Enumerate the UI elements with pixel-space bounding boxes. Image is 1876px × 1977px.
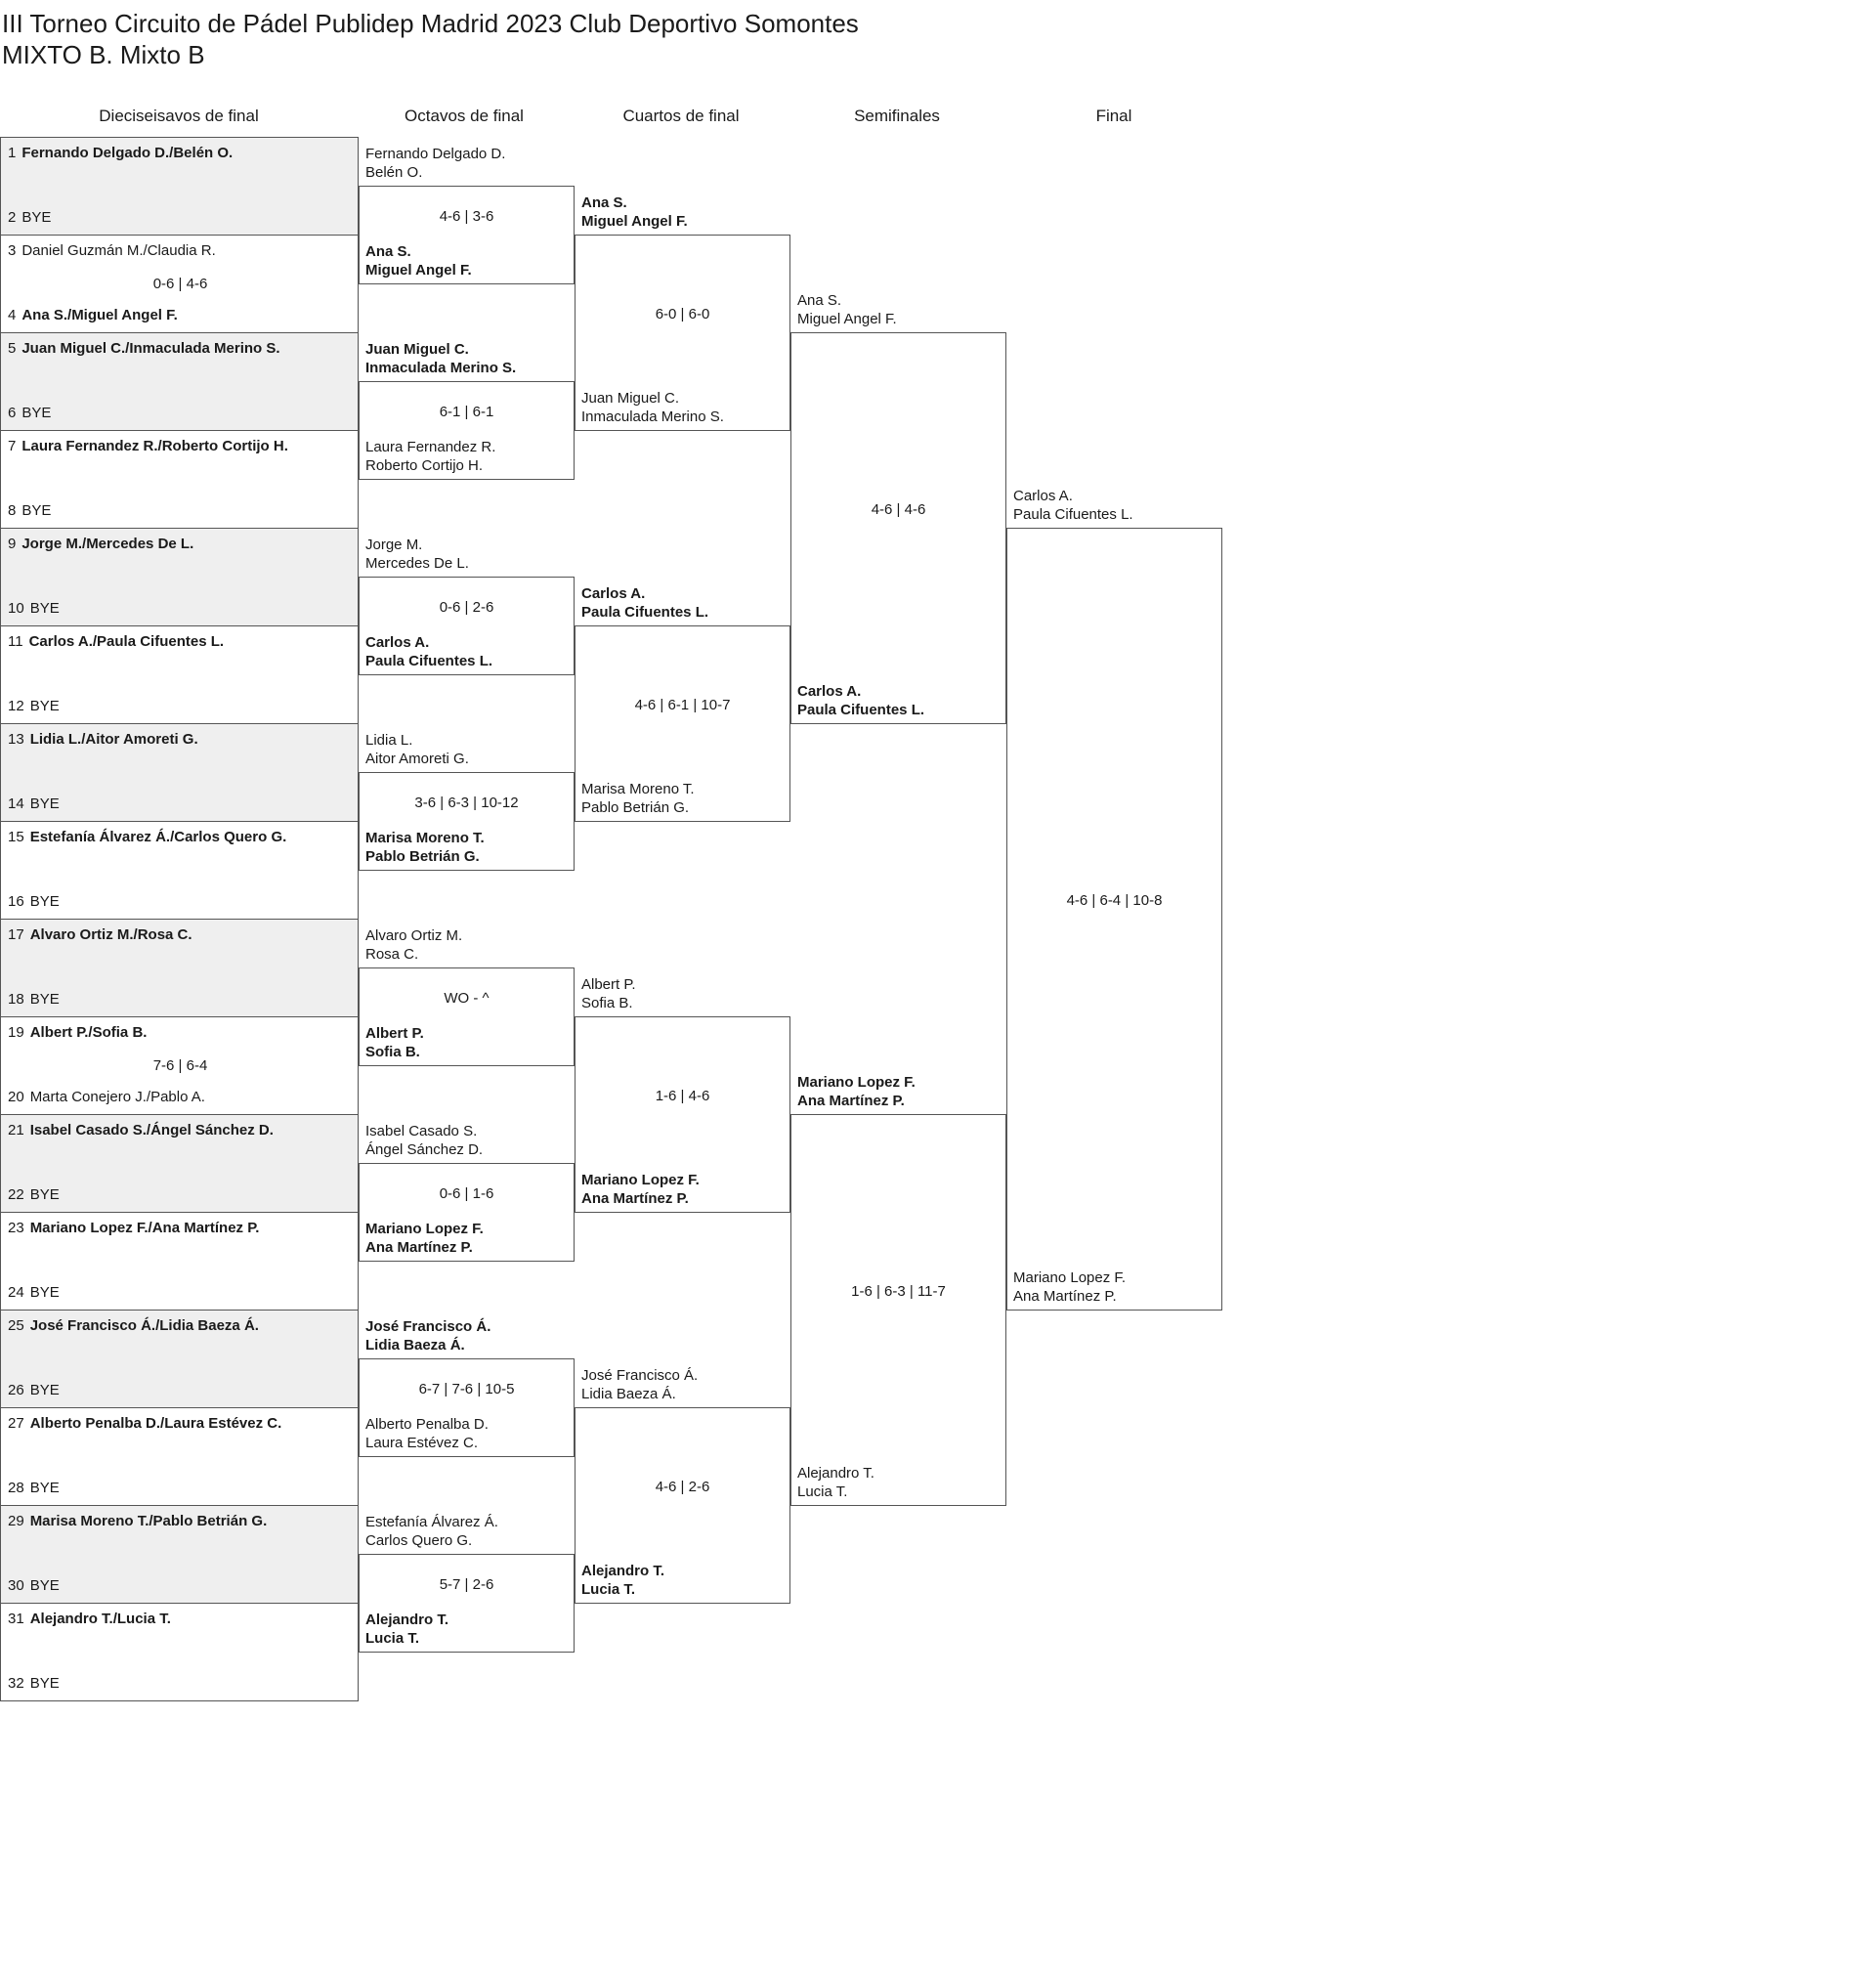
match-slot xyxy=(0,430,359,529)
team-name: Albert P./Sofia B. xyxy=(29,1024,148,1041)
seed-number: 4 xyxy=(8,307,17,323)
seed-number: 30 xyxy=(8,1577,24,1594)
player-name: Mariano Lopez F. xyxy=(581,1172,700,1188)
match-slot xyxy=(0,235,359,333)
player-name: Lidia Baeza Á. xyxy=(581,1386,676,1402)
team-entry xyxy=(581,780,695,817)
team-entry xyxy=(365,340,516,377)
seed-number: 15 xyxy=(8,829,24,845)
team-entry xyxy=(8,697,60,715)
team-name: BYE xyxy=(29,795,60,812)
player-name: Inmaculada Merino S. xyxy=(581,408,724,425)
team-name: Jorge M./Mercedes De L. xyxy=(21,536,194,552)
player-name: José Francisco Á. xyxy=(365,1318,491,1335)
team-name: Alejandro T./Lucia T. xyxy=(29,1611,171,1627)
match-slot xyxy=(0,1310,359,1408)
seed-number: 32 xyxy=(8,1675,24,1692)
team-name: José Francisco Á./Lidia Baeza Á. xyxy=(29,1317,259,1334)
seed-number: 28 xyxy=(8,1480,24,1496)
player-name: Juan Miguel C. xyxy=(365,341,469,358)
match-slot xyxy=(0,821,359,920)
player-name: Carlos A. xyxy=(365,634,430,651)
match-slot xyxy=(0,1212,359,1311)
match-slot xyxy=(0,625,359,724)
player-name: Isabel Casado S. xyxy=(365,1123,478,1139)
match-slot xyxy=(0,332,359,431)
player-name: Ana Martínez P. xyxy=(1013,1288,1117,1305)
player-name: Ana S. xyxy=(797,292,842,309)
team-name: Alvaro Ortiz M./Rosa C. xyxy=(29,926,192,943)
match-score: 6-7 | 7-6 | 10-5 xyxy=(418,1381,515,1397)
team-entry xyxy=(581,584,708,622)
team-entry xyxy=(8,1512,267,1530)
seed-number: 11 xyxy=(8,633,23,650)
team-entry xyxy=(365,242,472,279)
team-entry xyxy=(365,145,505,182)
match-score: 4-6 | 6-4 | 10-8 xyxy=(1066,892,1163,909)
seed-number: 21 xyxy=(8,1122,24,1139)
team-name: Estefanía Álvarez Á./Carlos Quero G. xyxy=(29,829,287,845)
player-name: Paula Cifuentes L. xyxy=(581,604,709,621)
team-name: BYE xyxy=(29,1186,60,1203)
player-name: Laura Estévez C. xyxy=(365,1435,479,1451)
match-slot xyxy=(0,1114,359,1213)
player-name: Alberto Penalba D. xyxy=(365,1416,489,1433)
team-entry xyxy=(365,1317,490,1354)
player-name: Roberto Cortijo H. xyxy=(365,457,484,474)
player-name: Fernando Delgado D. xyxy=(365,146,506,162)
team-name: Ana S./Miguel Angel F. xyxy=(21,307,178,323)
team-entry xyxy=(8,1185,60,1204)
team-entry xyxy=(365,926,462,964)
seed-number: 6 xyxy=(8,405,17,421)
seed-number: 9 xyxy=(8,536,17,552)
team-entry xyxy=(365,1024,424,1061)
player-name: Paula Cifuentes L. xyxy=(797,702,925,718)
player-name: Lucia T. xyxy=(797,1483,848,1500)
team-entry xyxy=(8,501,51,520)
round-header: Cuartos de final xyxy=(622,107,740,125)
seed-number: 1 xyxy=(8,145,17,161)
seed-number: 16 xyxy=(8,893,24,910)
player-name: Paula Cifuentes L. xyxy=(365,653,493,669)
team-entry xyxy=(581,1171,700,1208)
match-slot xyxy=(0,919,359,1017)
category-title: MIXTO B. Mixto B xyxy=(2,40,205,69)
match-score: 0-6 | 4-6 xyxy=(152,276,208,292)
player-name: Mercedes De L. xyxy=(365,555,469,572)
team-name: BYE xyxy=(21,502,52,519)
seed-number: 27 xyxy=(8,1415,24,1432)
player-name: Pablo Betrián G. xyxy=(581,799,690,816)
player-name: Mariano Lopez F. xyxy=(797,1074,916,1091)
player-name: Carlos Quero G. xyxy=(365,1532,473,1549)
match-slot xyxy=(0,1016,359,1115)
player-name: Lidia Baeza Á. xyxy=(365,1337,465,1354)
team-entry xyxy=(8,404,51,422)
team-name: Carlos A./Paula Cifuentes L. xyxy=(28,633,225,650)
team-name: Juan Miguel C./Inmaculada Merino S. xyxy=(21,340,280,357)
seed-number: 19 xyxy=(8,1024,24,1041)
team-entry xyxy=(8,730,198,749)
team-name: BYE xyxy=(29,1480,60,1496)
team-name: BYE xyxy=(29,600,60,617)
team-entry xyxy=(8,1674,60,1693)
seed-number: 29 xyxy=(8,1513,24,1529)
round-header: Octavos de final xyxy=(405,107,524,125)
team-name: Alberto Penalba D./Laura Estévez C. xyxy=(29,1415,282,1432)
player-name: Alejandro T. xyxy=(365,1612,449,1628)
team-entry xyxy=(797,682,924,719)
team-entry xyxy=(8,1088,205,1106)
player-name: Miguel Angel F. xyxy=(581,213,688,230)
match-score: 3-6 | 6-3 | 10-12 xyxy=(414,795,519,811)
player-name: Ana Martínez P. xyxy=(797,1093,905,1109)
seed-number: 7 xyxy=(8,438,17,454)
seed-number: 31 xyxy=(8,1611,24,1627)
team-name: Mariano Lopez F./Ana Martínez P. xyxy=(29,1220,260,1236)
match-score: 4-6 | 6-1 | 10-7 xyxy=(634,697,731,713)
player-name: Jorge M. xyxy=(365,537,423,553)
team-name: BYE xyxy=(29,1675,60,1692)
team-entry xyxy=(365,633,492,670)
match-score: WO - ^ xyxy=(444,990,490,1007)
match-connector xyxy=(790,332,1006,724)
player-name: Pablo Betrián G. xyxy=(365,848,480,865)
match-slot xyxy=(0,1407,359,1506)
match-score: 0-6 | 1-6 xyxy=(439,1185,494,1202)
match-connector xyxy=(790,1114,1006,1506)
player-name: Carlos A. xyxy=(797,683,862,700)
team-name: BYE xyxy=(29,991,60,1008)
team-name: Fernando Delgado D./Belén O. xyxy=(21,145,234,161)
round-header: Dieciseisavos de final xyxy=(99,107,259,125)
team-entry xyxy=(365,731,469,768)
player-name: Carlos A. xyxy=(581,585,646,602)
round-header: Semifinales xyxy=(854,107,940,125)
team-entry xyxy=(8,241,216,260)
match-slot xyxy=(0,1505,359,1604)
player-name: Ana Martínez P. xyxy=(581,1190,689,1207)
player-name: Albert P. xyxy=(365,1025,424,1042)
team-entry xyxy=(8,990,60,1009)
player-name: Ana S. xyxy=(365,243,411,260)
team-entry xyxy=(8,1121,274,1139)
team-entry xyxy=(8,306,178,324)
team-name: Marisa Moreno T./Pablo Betrián G. xyxy=(29,1513,268,1529)
team-entry xyxy=(8,1479,60,1497)
match-connector xyxy=(1006,528,1222,1311)
seed-number: 8 xyxy=(8,502,17,519)
player-name: Belén O. xyxy=(365,164,423,181)
seed-number: 20 xyxy=(8,1089,24,1105)
match-score: 1-6 | 4-6 xyxy=(655,1088,710,1104)
seed-number: 26 xyxy=(8,1382,24,1398)
team-name: Daniel Guzmán M./Claudia R. xyxy=(21,242,216,259)
match-slot xyxy=(0,137,359,236)
team-name: Laura Fernandez R./Roberto Cortijo H. xyxy=(21,438,288,454)
team-entry xyxy=(365,1220,484,1257)
team-entry xyxy=(8,437,288,455)
team-entry xyxy=(8,795,60,813)
team-entry xyxy=(8,925,192,944)
match-score: 4-6 | 4-6 xyxy=(871,501,926,518)
seed-number: 2 xyxy=(8,209,17,226)
team-name: Marta Conejero J./Pablo A. xyxy=(29,1089,205,1105)
seed-number: 12 xyxy=(8,698,24,714)
player-name: Lidia L. xyxy=(365,732,413,749)
team-entry xyxy=(8,599,60,618)
seed-number: 13 xyxy=(8,731,24,748)
player-name: Ángel Sánchez D. xyxy=(365,1141,484,1158)
player-name: Sofia B. xyxy=(365,1044,420,1060)
seed-number: 18 xyxy=(8,991,24,1008)
seed-number: 14 xyxy=(8,795,24,812)
match-score: 5-7 | 2-6 xyxy=(439,1576,494,1593)
team-entry xyxy=(365,1611,448,1648)
player-name: Alvaro Ortiz M. xyxy=(365,927,463,944)
team-entry xyxy=(365,829,485,866)
team-entry xyxy=(8,1414,281,1433)
player-name: Mariano Lopez F. xyxy=(1013,1269,1127,1286)
round-header: Final xyxy=(1095,107,1132,125)
team-entry xyxy=(8,892,60,911)
player-name: Carlos A. xyxy=(1013,488,1073,504)
seed-number: 5 xyxy=(8,340,17,357)
team-name: BYE xyxy=(21,209,52,226)
team-name: BYE xyxy=(29,698,60,714)
match-score: 4-6 | 3-6 xyxy=(439,208,494,225)
team-entry xyxy=(8,1219,259,1237)
player-name: Paula Cifuentes L. xyxy=(1013,506,1133,523)
team-entry xyxy=(8,1316,259,1335)
team-entry xyxy=(1013,1268,1126,1306)
seed-number: 3 xyxy=(8,242,17,259)
team-name: Lidia L./Aitor Amoreti G. xyxy=(29,731,198,748)
seed-number: 22 xyxy=(8,1186,24,1203)
player-name: Marisa Moreno T. xyxy=(581,781,695,797)
player-name: Alejandro T. xyxy=(581,1563,665,1579)
team-name: BYE xyxy=(29,1284,60,1301)
team-entry xyxy=(8,828,286,846)
player-name: Inmaculada Merino S. xyxy=(365,360,517,376)
match-score: 6-1 | 6-1 xyxy=(439,404,494,420)
team-name: BYE xyxy=(29,1382,60,1398)
player-name: Marisa Moreno T. xyxy=(365,830,485,846)
team-name: BYE xyxy=(21,405,52,421)
seed-number: 23 xyxy=(8,1220,24,1236)
team-entry xyxy=(365,536,469,573)
team-entry xyxy=(8,1576,60,1595)
seed-number: 17 xyxy=(8,926,24,943)
player-name: Estefanía Álvarez Á. xyxy=(365,1514,498,1530)
team-entry xyxy=(1013,487,1133,524)
player-name: Ana S. xyxy=(581,194,627,211)
match-score: 7-6 | 6-4 xyxy=(152,1057,208,1074)
team-entry xyxy=(581,1562,664,1599)
player-name: Laura Fernandez R. xyxy=(365,439,496,455)
team-name: BYE xyxy=(29,1577,60,1594)
player-name: Mariano Lopez F. xyxy=(365,1221,484,1237)
team-entry xyxy=(365,1122,483,1159)
team-entry xyxy=(797,1073,916,1110)
team-entry xyxy=(581,193,688,231)
match-score: 1-6 | 6-3 | 11-7 xyxy=(851,1283,946,1300)
team-entry xyxy=(8,144,233,162)
team-name: Isabel Casado S./Ángel Sánchez D. xyxy=(29,1122,274,1139)
match-slot xyxy=(0,528,359,626)
team-entry xyxy=(797,1464,874,1501)
team-name: BYE xyxy=(29,893,60,910)
match-slot xyxy=(0,723,359,822)
seed-number: 24 xyxy=(8,1284,24,1301)
team-entry xyxy=(365,438,495,475)
player-name: Alejandro T. xyxy=(797,1465,874,1482)
player-name: Miguel Angel F. xyxy=(797,311,897,327)
match-score: 4-6 | 2-6 xyxy=(655,1479,710,1495)
player-name: Albert P. xyxy=(581,976,636,993)
player-name: Sofia B. xyxy=(581,995,633,1011)
player-name: Ana Martínez P. xyxy=(365,1239,473,1256)
team-entry xyxy=(581,975,636,1012)
team-entry xyxy=(8,1023,147,1042)
team-entry xyxy=(8,632,224,651)
player-name: Rosa C. xyxy=(365,946,419,963)
team-entry xyxy=(8,208,51,227)
team-entry xyxy=(8,1610,171,1628)
team-entry xyxy=(365,1415,489,1452)
seed-number: 10 xyxy=(8,600,24,617)
player-name: Miguel Angel F. xyxy=(365,262,472,279)
team-entry xyxy=(8,535,193,553)
player-name: Aitor Amoreti G. xyxy=(365,751,469,767)
tournament-title: III Torneo Circuito de Pádel Publidep Madrid 2023 Club Deportivo Somontes xyxy=(2,9,859,38)
player-name: Lucia T. xyxy=(581,1581,636,1598)
team-entry xyxy=(8,1381,60,1399)
team-entry xyxy=(581,1366,698,1403)
match-score: 0-6 | 2-6 xyxy=(439,599,494,616)
team-entry xyxy=(365,1513,498,1550)
seed-number: 25 xyxy=(8,1317,24,1334)
team-entry xyxy=(581,389,724,426)
player-name: José Francisco Á. xyxy=(581,1367,699,1384)
team-entry xyxy=(8,1283,60,1302)
player-name: Juan Miguel C. xyxy=(581,390,680,407)
match-score: 6-0 | 6-0 xyxy=(655,306,710,322)
match-slot xyxy=(0,1603,359,1701)
player-name: Lucia T. xyxy=(365,1630,420,1647)
team-entry xyxy=(797,291,897,328)
team-entry xyxy=(8,339,280,358)
